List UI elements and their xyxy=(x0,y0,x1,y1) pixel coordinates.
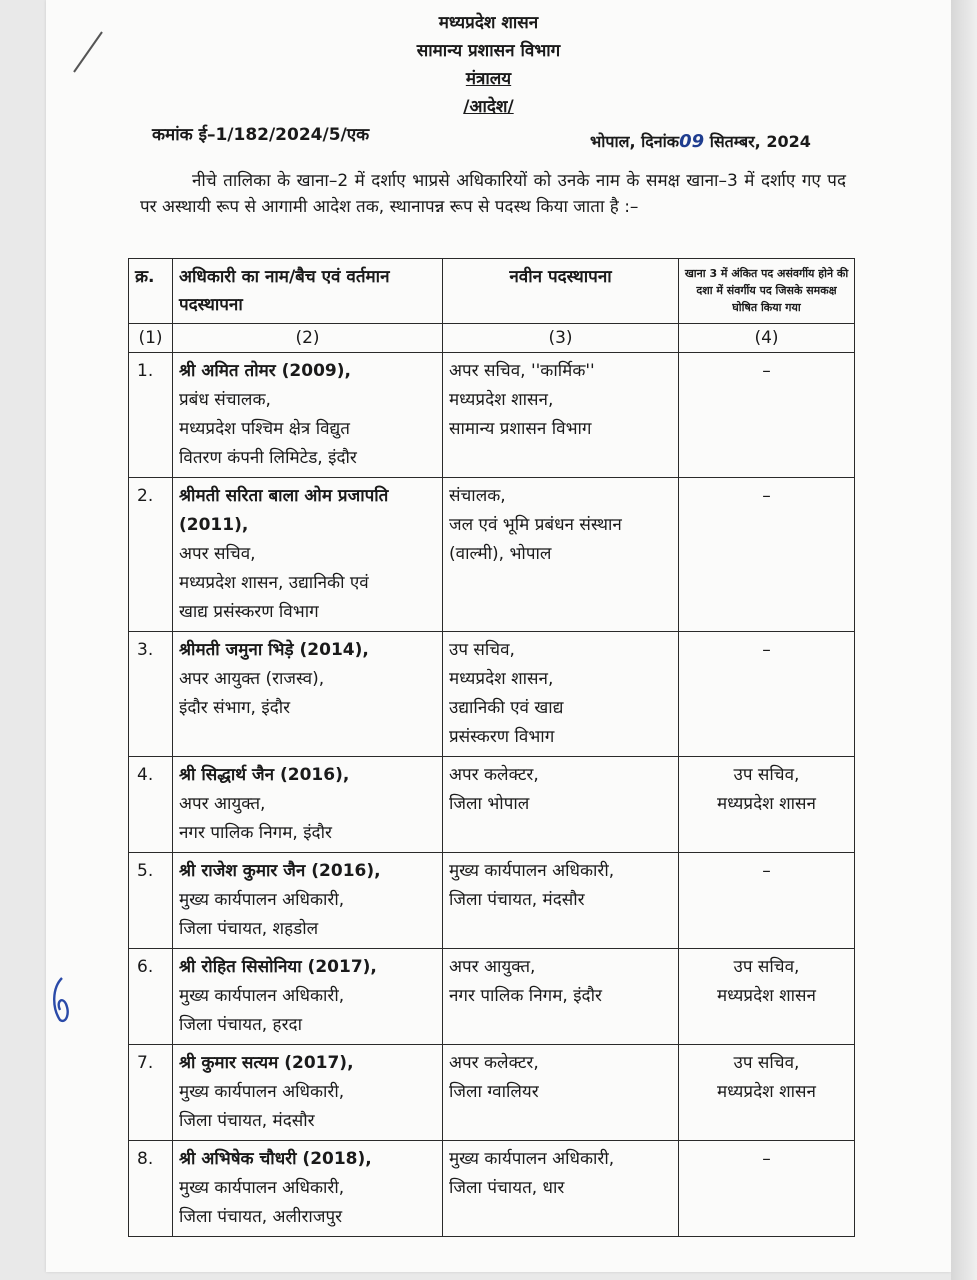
current-posting-line: प्रबंध संचालक, xyxy=(179,390,271,410)
header-serial: क्र. xyxy=(129,259,173,324)
officer-name: श्री सिद्धार्थ जैन (2016), xyxy=(179,765,350,785)
govt-title: मध्यप्रदेश शासन xyxy=(438,13,539,33)
equivalent-post-cell xyxy=(679,1141,855,1237)
new-posting-cell xyxy=(443,1141,679,1237)
col-number: (4) xyxy=(679,324,855,353)
equivalent-post-line: उप सचिव, xyxy=(733,1053,800,1073)
officer-cell xyxy=(173,353,443,478)
serial-cell: 5. xyxy=(129,853,173,949)
current-posting-line: मुख्य कार्यपालन अधिकारी, xyxy=(179,890,345,910)
equivalent-post-line: मध्यप्रदेश शासन xyxy=(717,794,816,814)
current-posting-line: मुख्य कार्यपालन अधिकारी, xyxy=(179,1082,345,1102)
equivalent-post-line: – xyxy=(762,1149,771,1169)
new-posting-line: अपर कलेक्टर, xyxy=(449,765,539,785)
table-row xyxy=(129,632,855,757)
equivalent-post-cell xyxy=(679,949,855,1045)
column-number-row xyxy=(129,324,855,353)
current-posting-line: जिला पंचायत, हरदा xyxy=(179,1015,302,1035)
equivalent-post-cell xyxy=(679,632,855,757)
new-posting-cell xyxy=(443,478,679,632)
col-number: (3) xyxy=(443,324,679,353)
current-posting-line: मुख्य कार्यपालन अधिकारी, xyxy=(179,1178,345,1198)
serial-cell: 2. xyxy=(129,478,173,632)
intro-text: नीचे तालिका के खाना–2 में दर्शाए भाप्रसे अधिकारियों को उनके नाम के समक्ष खाना–3 में दर्शाए गए पद पर अस्थायी रूप से आगामी आदेश तक, स्थानापन्न रूप से पदस्थ किया जाता है :– xyxy=(140,171,846,217)
date-day: 09 xyxy=(679,131,705,152)
new-posting-cell xyxy=(443,353,679,478)
current-posting-line: मध्यप्रदेश पश्चिम क्षेत्र विद्युत xyxy=(179,419,350,439)
posting-table xyxy=(128,258,855,1237)
new-posting-line: नगर पालिक निगम, इंदौर xyxy=(449,986,602,1006)
new-posting-line: (वाल्मी), भोपाल xyxy=(449,544,552,564)
current-posting-line: मुख्य कार्यपालन अधिकारी, xyxy=(179,986,345,1006)
handwritten-initial xyxy=(48,974,76,1026)
table-row xyxy=(129,949,855,1045)
date-suffix: सितम्बर, 2024 xyxy=(704,132,811,151)
equivalent-post-line: – xyxy=(762,861,771,881)
new-posting-line: मध्यप्रदेश शासन, xyxy=(449,390,554,410)
new-posting-line: मुख्य कार्यपालन अधिकारी, xyxy=(449,1149,615,1169)
current-posting-line: जिला पंचायत, शहडोल xyxy=(179,919,319,939)
current-posting-line: खाद्य प्रसंस्करण विभाग xyxy=(179,602,319,622)
equivalent-post-line: उप सचिव, xyxy=(733,765,800,785)
current-posting-line: अपर आयुक्त, xyxy=(179,794,266,814)
intro-paragraph xyxy=(140,168,846,220)
order-heading: /आदेश/ xyxy=(463,97,514,117)
serial-cell: 4. xyxy=(129,757,173,853)
current-posting-line: अपर सचिव, xyxy=(179,544,256,564)
equivalent-post-line: – xyxy=(762,486,771,506)
officer-cell xyxy=(173,1141,443,1237)
officer-name: श्री अभिषेक चौधरी (2018), xyxy=(179,1149,372,1169)
department-title: सामान्य प्रशासन विभाग xyxy=(416,41,561,61)
equivalent-post-cell xyxy=(679,478,855,632)
table-row xyxy=(129,1141,855,1237)
equivalent-post-line: मध्यप्रदेश शासन xyxy=(717,1082,816,1102)
officer-name: श्री अमित तोमर (2009), xyxy=(179,361,351,381)
new-posting-cell xyxy=(443,632,679,757)
officer-cell xyxy=(173,757,443,853)
serial-cell: 3. xyxy=(129,632,173,757)
table-row xyxy=(129,1045,855,1141)
officer-cell xyxy=(173,478,443,632)
officer-name: श्रीमती सरिता बाला ओम प्रजापति (2011), xyxy=(179,486,389,535)
current-posting-line: नगर पालिक निगम, इंदौर xyxy=(179,823,332,843)
page-edge-shadow xyxy=(951,0,977,1280)
new-posting-line: अपर कलेक्टर, xyxy=(449,1053,539,1073)
current-posting-line: जिला पंचायत, मंदसौर xyxy=(179,1111,315,1131)
table-row xyxy=(129,757,855,853)
equivalent-post-line: उप सचिव, xyxy=(733,957,800,977)
new-posting-line: संचालक, xyxy=(449,486,506,506)
officer-cell xyxy=(173,949,443,1045)
new-posting-cell xyxy=(443,757,679,853)
new-posting-line: जिला भोपाल xyxy=(449,794,530,814)
serial-cell: 7. xyxy=(129,1045,173,1141)
officer-cell xyxy=(173,853,443,949)
equivalent-post-cell xyxy=(679,1045,855,1141)
serial-cell: 1. xyxy=(129,353,173,478)
equivalent-post-line: मध्यप्रदेश शासन xyxy=(717,986,816,1006)
col-number: (1) xyxy=(129,324,173,353)
current-posting-line: मध्यप्रदेश शासन, उद्यानिकी एवं xyxy=(179,573,369,593)
new-posting-line: मुख्य कार्यपालन अधिकारी, xyxy=(449,861,615,881)
order-date xyxy=(590,130,811,152)
new-posting-line: जल एवं भूमि प्रबंधन संस्थान xyxy=(449,515,622,535)
equivalent-post-line: – xyxy=(762,640,771,660)
equivalent-post-cell xyxy=(679,757,855,853)
current-posting-line: इंदौर संभाग, इंदौर xyxy=(179,698,291,718)
new-posting-line: मध्यप्रदेश शासन, xyxy=(449,669,554,689)
table-row xyxy=(129,353,855,478)
officer-name: श्री कुमार सत्यम (2017), xyxy=(179,1053,354,1073)
new-posting-cell xyxy=(443,949,679,1045)
current-posting-line: वितरण कंपनी लिमिटेड, इंदौर xyxy=(179,448,357,468)
current-posting-line: जिला पंचायत, अलीराजपुर xyxy=(179,1207,343,1227)
equivalent-post-line: – xyxy=(762,361,771,381)
order-reference-number: कमांक ई–1/182/2024/5/एक xyxy=(152,125,370,145)
new-posting-cell xyxy=(443,853,679,949)
header-officer: अधिकारी का नाम/बैच एवं वर्तमान पदस्थापना xyxy=(173,259,443,324)
new-posting-line: उद्यानिकी एवं खाद्य xyxy=(449,698,564,718)
date-prefix: भोपाल, दिनांक xyxy=(590,132,680,151)
table-row xyxy=(129,853,855,949)
new-posting-line: जिला पंचायत, धार xyxy=(449,1178,565,1198)
new-posting-line: जिला ग्वालियर xyxy=(449,1082,539,1102)
ministry-title: मंत्रालय xyxy=(465,69,512,89)
equivalent-post-cell xyxy=(679,853,855,949)
new-posting-line: जिला पंचायत, मंदसौर xyxy=(449,890,585,910)
officer-cell xyxy=(173,1045,443,1141)
table-header-row xyxy=(129,259,855,324)
header-equivalent-post: खाना 3 में अंकित पद असंवर्गीय होने की दशा में संवर्गीय पद जिसके समकक्ष घोषित किया गया xyxy=(679,259,855,324)
col-number: (2) xyxy=(173,324,443,353)
officer-name: श्री रोहित सिसोनिया (2017), xyxy=(179,957,377,977)
new-posting-cell xyxy=(443,1045,679,1141)
equivalent-post-cell xyxy=(679,353,855,478)
serial-cell: 6. xyxy=(129,949,173,1045)
serial-cell: 8. xyxy=(129,1141,173,1237)
new-posting-line: उप सचिव, xyxy=(449,640,515,660)
officer-name: श्री राजेश कुमार जैन (2016), xyxy=(179,861,381,881)
table-row xyxy=(129,478,855,632)
new-posting-line: सामान्य प्रशासन विभाग xyxy=(449,419,592,439)
new-posting-line: अपर सचिव, ''कार्मिक'' xyxy=(449,361,595,381)
officer-name: श्रीमती जमुना भिड़े (2014), xyxy=(179,640,369,660)
officer-cell xyxy=(173,632,443,757)
header-new-posting: नवीन पदस्थापना xyxy=(443,259,679,324)
new-posting-line: अपर आयुक्त, xyxy=(449,957,536,977)
new-posting-line: प्रसंस्करण विभाग xyxy=(449,727,555,747)
current-posting-line: अपर आयुक्त (राजस्व), xyxy=(179,669,325,689)
